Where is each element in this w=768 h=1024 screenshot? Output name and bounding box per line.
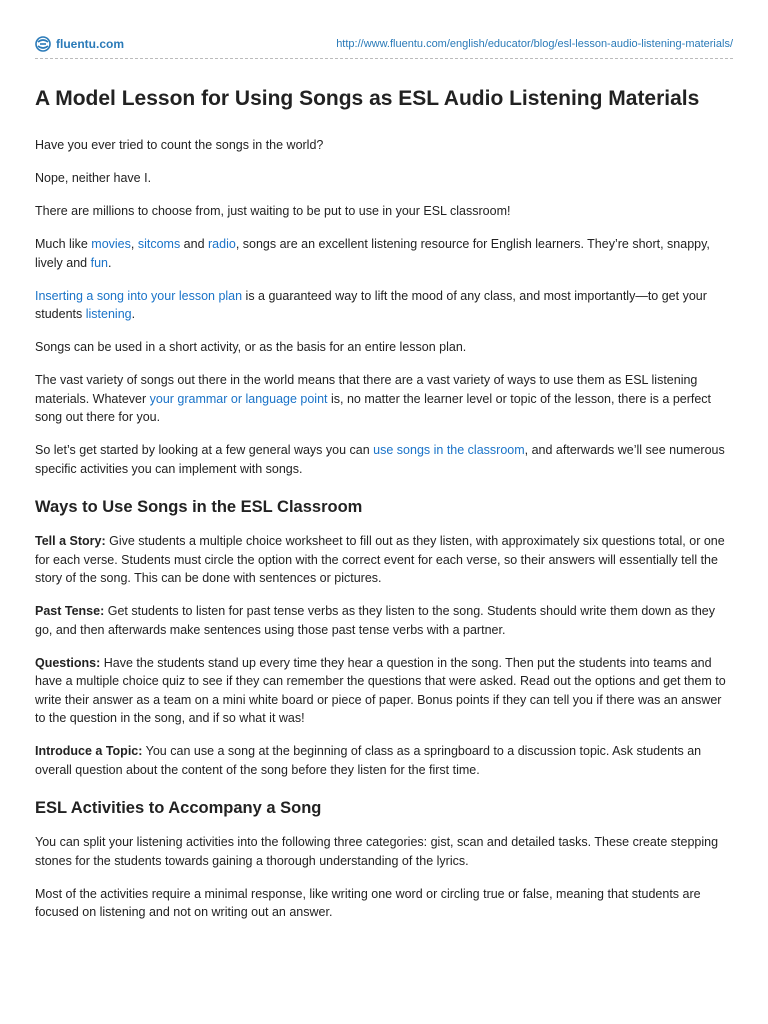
item-term: Tell a Story: — [35, 534, 106, 548]
item-text: Have the students stand up every time they hear a question in the song. Then put the students into teams and have a multiple choice quiz to see if they can remember the questions that were asked. Read out the options and get them to write their answer as a team on a mini white board or piece of paper. Bonus points if they can tell you if there was an answer to the question in the song, and if so what it was! — [35, 655, 726, 725]
item-term: Introduce a Topic: — [35, 744, 143, 758]
text-run: , and afterwards we’ll see numerous specific activities you can implement with songs. — [35, 443, 725, 476]
item-text: Get students to listen for past tense verbs as they listen to the song. Students should write them down as they go, and then afterwards make sentences using those past tense verbs with a partner. — [35, 604, 716, 637]
past-tense-item — [35, 602, 733, 639]
text-run: So let’s get started by looking at a few general ways you can — [35, 443, 374, 457]
songs-in-classroom-link[interactable]: use songs in the classroom — [373, 443, 525, 457]
item-term: Questions: — [35, 655, 101, 670]
tell-a-story-item — [35, 532, 733, 588]
text-run: , songs are an excellent listening resource for English learners. They’re short, snappy, lively and — [35, 237, 710, 270]
paragraph-1: Have you ever tried to count the songs in the world? — [35, 138, 324, 152]
text-run: is, no matter the learner level or topic of the lesson, there is a perfect song out there for you. — [35, 391, 712, 424]
activities-paragraph-2: Most of the activities require a minimal response, like writing one word or circling true or false, meaning that students are focused on listening and not on writing out an answer. — [35, 886, 701, 919]
page-header — [35, 36, 733, 52]
questions-item — [35, 654, 733, 728]
section-heading-activities: ESL Activities to Accompany a Song — [35, 799, 322, 817]
paragraph-7 — [35, 371, 733, 427]
text-run: . — [131, 307, 136, 321]
grammar-point-link[interactable]: your grammar or language point — [149, 391, 328, 406]
paragraph-8 — [35, 441, 733, 478]
item-text: You can use a song at the beginning of class as a springboard to a discussion topic. Ask students an overall question about the content of the song before they listen for the first time. — [35, 744, 702, 777]
text-run: , — [130, 237, 138, 251]
paragraph-3: There are millions to choose from, just waiting to be put to use in your ESL classroom! — [35, 204, 511, 218]
fun-link[interactable]: fun — [90, 255, 108, 270]
site-name: fluentu.com — [56, 37, 124, 51]
introduce-topic-item — [35, 742, 733, 779]
paragraph-6: Songs can be used in a short activity, or as the basis for an entire lesson plan. — [35, 340, 467, 354]
item-term: Past Tense: — [35, 604, 105, 618]
text-run: Much like — [35, 237, 92, 251]
section-heading-ways: Ways to Use Songs in the ESL Classroom — [35, 498, 363, 516]
site-logo-link[interactable] — [35, 36, 124, 52]
item-text: Give students a multiple choice worksheet to fill out as they listen, with approximately six questions total, or one for each verse. Students must circle the option with the correct event for each verse, so their answers will essentially tell the story of the song. This can be done with sentences or pictures. — [35, 534, 725, 585]
text-run: . — [107, 255, 112, 270]
lesson-plan-link[interactable]: Inserting a song into your lesson plan — [35, 288, 243, 303]
paragraph-4 — [35, 235, 733, 272]
text-run: and — [180, 237, 209, 251]
globe-icon — [35, 36, 51, 52]
page-url-link[interactable]: http://www.fluentu.com/english/educator/blog/esl-lesson-audio-listening-materials/ — [336, 38, 733, 50]
paragraph-2: Nope, neither have I. — [35, 171, 152, 185]
movies-link[interactable]: movies — [91, 237, 131, 251]
listening-link[interactable]: listening — [85, 307, 132, 321]
article-title: A Model Lesson for Using Songs as ESL Audio Listening Materials — [35, 87, 700, 110]
radio-link[interactable]: radio — [208, 237, 236, 251]
sitcoms-link[interactable]: sitcoms — [137, 237, 181, 251]
paragraph-5 — [35, 287, 733, 324]
article-body — [35, 84, 733, 936]
text-run: The vast variety of songs out there in the world means that there are a vast variety of ways to use them as ESL listening materials. Whatever — [35, 373, 698, 406]
activities-paragraph-1: You can split your listening activities into the following three categories: gist, scan and detailed tasks. These create stepping stones for the students towards gaining a thorough understanding of the lyrics. — [35, 835, 719, 868]
text-run: is a guaranteed way to lift the mood of any class, and most importantly—to get your students — [35, 288, 707, 321]
header-divider — [35, 58, 733, 59]
